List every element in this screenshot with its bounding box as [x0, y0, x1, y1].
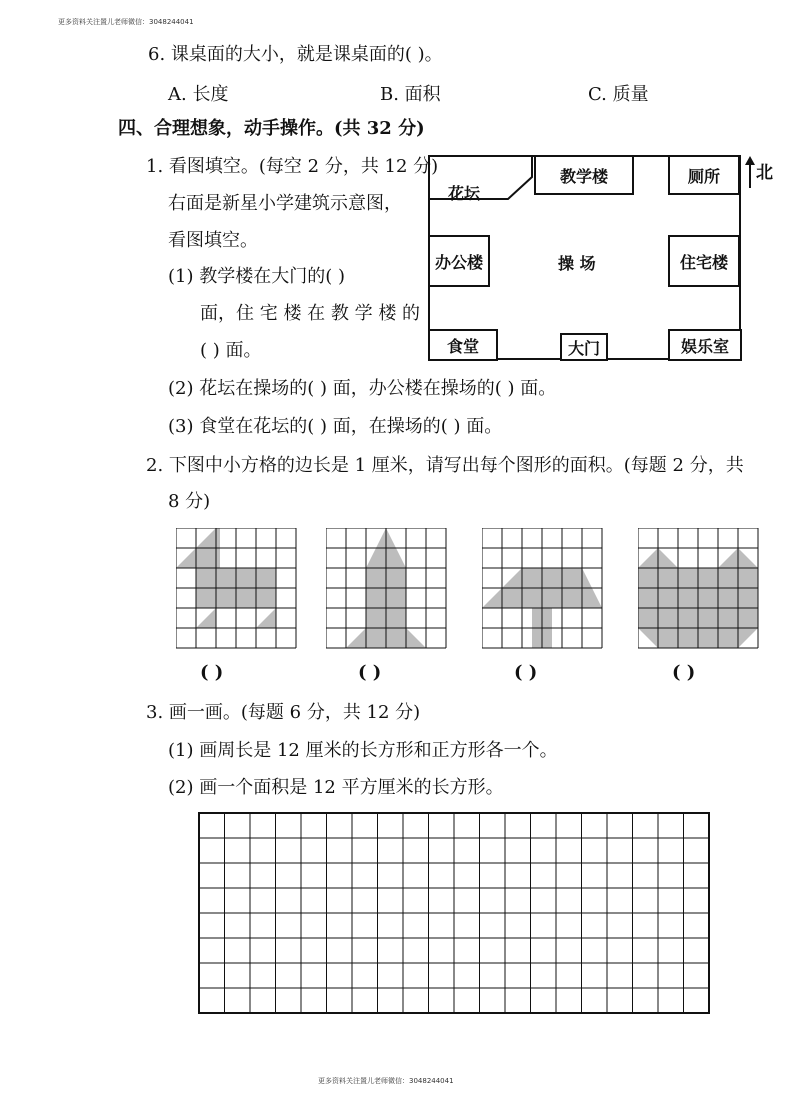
gate: 大门 [560, 333, 608, 361]
p1-sub1-a: (1) 教学楼在大门的( ) [168, 266, 345, 287]
north-arrow-icon [743, 156, 757, 190]
entertainment-room: 娱乐室 [668, 329, 742, 361]
grid-figure-3 [482, 528, 606, 654]
playground-label: 操 场 [558, 254, 596, 273]
canteen: 食堂 [428, 329, 498, 361]
p1-sub1-b: 面，住 宅 楼 在 教 学 楼 的 [200, 303, 421, 324]
answer-blank-1[interactable]: ( ) [200, 662, 224, 683]
flower-bed-label: 花坛 [448, 184, 481, 203]
toilet: 厕所 [668, 155, 740, 195]
p1-head: 1. 看图填空。(每空 2 分，共 12 分) [146, 156, 439, 177]
section-title: 四、合理想象，动手操作。(共 32 分) [118, 118, 425, 139]
north-label: 北 [756, 163, 773, 183]
campus-map [428, 155, 742, 361]
p1-sub1-c: ( ) 面。 [200, 340, 262, 361]
q6-option-c: C. 质量 [588, 84, 649, 105]
answer-blank-2[interactable]: ( ) [358, 662, 382, 683]
residence-building: 住宅楼 [668, 235, 740, 287]
grid-figure-2 [326, 528, 450, 654]
answer-blank-4[interactable]: ( ) [672, 662, 696, 683]
q6-stem: 6. 课桌面的大小，就是课桌面的( )。 [148, 44, 443, 65]
p3-sub1: (1) 画周长是 12 厘米的长方形和正方形各一个。 [168, 740, 558, 761]
p1-sub2: (2) 花坛在操场的( ) 面，办公楼在操场的( ) 面。 [168, 378, 557, 399]
grid-figure-4 [638, 528, 762, 654]
office-building: 办公楼 [428, 235, 490, 287]
grid-figure-1 [176, 528, 300, 654]
p3-head: 3. 画一画。(每题 6 分，共 12 分) [146, 702, 421, 723]
p3-sub2: (2) 画一个面积是 12 平方厘米的长方形。 [168, 777, 504, 798]
q6-option-b: B. 面积 [380, 84, 441, 105]
p2-head-1: 2. 下图中小方格的边长是 1 厘米，请写出每个图形的面积。(每题 2 分，共 [146, 455, 744, 476]
teaching-building: 教学楼 [534, 155, 634, 195]
p1-sub3: (3) 食堂在花坛的( ) 面，在操场的( ) 面。 [168, 416, 503, 437]
p1-intro-2: 看图填空。 [168, 230, 258, 251]
q6-option-a: A. 长度 [168, 84, 229, 105]
header-note: 更多资料关注置儿老师微信：3048244041 [58, 18, 194, 26]
footer-note: 更多资料关注置儿老师微信：3048244041 [318, 1077, 454, 1085]
p1-intro-1: 右面是新星小学建筑示意图， [168, 193, 402, 214]
flower-bed-border [429, 156, 532, 199]
answer-blank-3[interactable]: ( ) [514, 662, 538, 683]
drawing-grid[interactable] [198, 812, 712, 1016]
p2-head-2: 8 分) [168, 491, 211, 512]
